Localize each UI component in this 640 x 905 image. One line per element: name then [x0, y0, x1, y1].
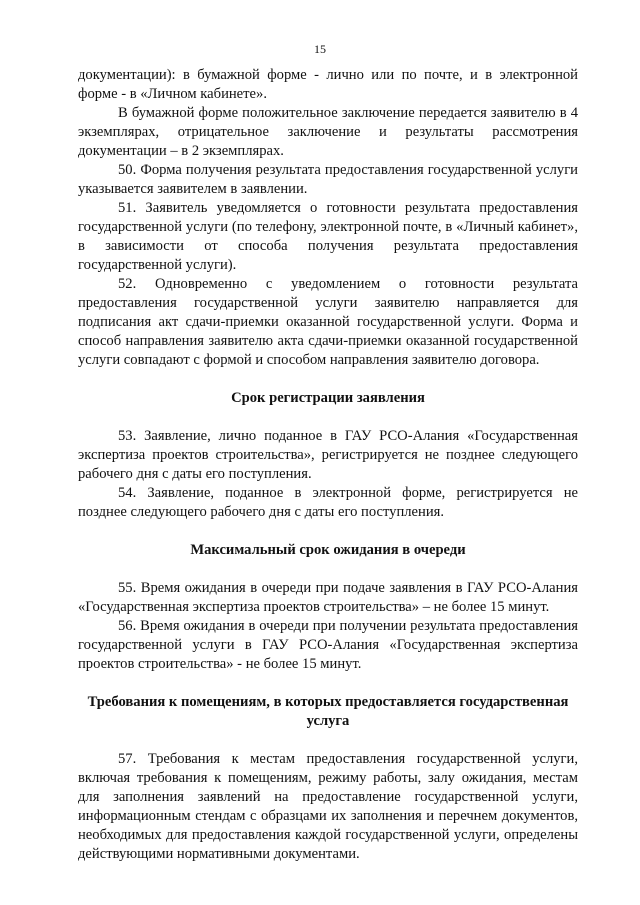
page-content: [78, 66, 578, 864]
spacer: [78, 560, 578, 579]
section-heading-premises: Требования к помещениям, в которых предоставляется государственная услуга: [87, 694, 569, 729]
section-heading-registration: Срок регистрации заявления: [231, 390, 425, 406]
paragraph-51: 51. Заявитель уведомляется о готовности результата предоставления государственной услуги (по телефону, электронной почте, в «Личный кабинет», в зависимости от способа получения результата предоставления государственной услуги).: [78, 200, 578, 273]
paragraph-52: 52. Одновременно с уведомлением о готовности результата предоставления государственной услуги заявителю направляется для подписания акт сдачи-приемки оказанной государственной услуги. Форма и способ направления заявителю акта сдачи-приемки оказанной государственной услуги совпадают с формой и способом направления заявителю договора.: [78, 276, 578, 368]
paragraph: В бумажной форме положительное заключение передается заявителю в 4 экземплярах, отрицательное заключение и результаты рассмотрения документации – в 2 экземплярах.: [78, 105, 578, 159]
page-number: 15: [314, 42, 326, 56]
spacer: [78, 731, 578, 750]
spacer: [78, 522, 578, 541]
paragraph-53: 53. Заявление, лично поданное в ГАУ РСО-Алания «Государственная экспертиза проектов строительства», регистрируется не позднее следующего рабочего дня с даты его поступления.: [78, 428, 578, 482]
paragraph-55: 55. Время ожидания в очереди при подаче заявления в ГАУ РСО-Алания «Государственная экспертиза проектов строительства» – не более 15 минут.: [78, 580, 578, 615]
paragraph-57: 57. Требования к местам предоставления государственной услуги, включая требования к помещениям, режиму работы, залу ожидания, местам для заполнения заявлений на предоставление государственной услуги, информационным стендам с образцами их заполнения и перечнем документов, необходимых для предоставления каждой государственной услуги, определены действующими нормативными документами.: [78, 751, 578, 862]
paragraph-56: 56. Время ожидания в очереди при получении результата предоставления государственной услуги в ГАУ РСО-Алания «Государственная экспертиза проектов строительства» - не более 15 минут.: [78, 618, 578, 672]
spacer: [78, 408, 578, 427]
section-heading-queue: Максимальный срок ожидания в очереди: [190, 542, 466, 558]
paragraph-continuation: документации): в бумажной форме - лично или по почте, и в электронной форме - в «Личном кабинете».: [78, 67, 578, 102]
spacer: [78, 674, 578, 693]
paragraph-50: 50. Форма получения результата предоставления государственной услуги указывается заявителем в заявлении.: [78, 162, 578, 197]
paragraph-54: 54. Заявление, поданное в электронной форме, регистрируется не позднее следующего рабочего дня с даты его поступления.: [78, 485, 578, 520]
spacer: [78, 370, 578, 389]
